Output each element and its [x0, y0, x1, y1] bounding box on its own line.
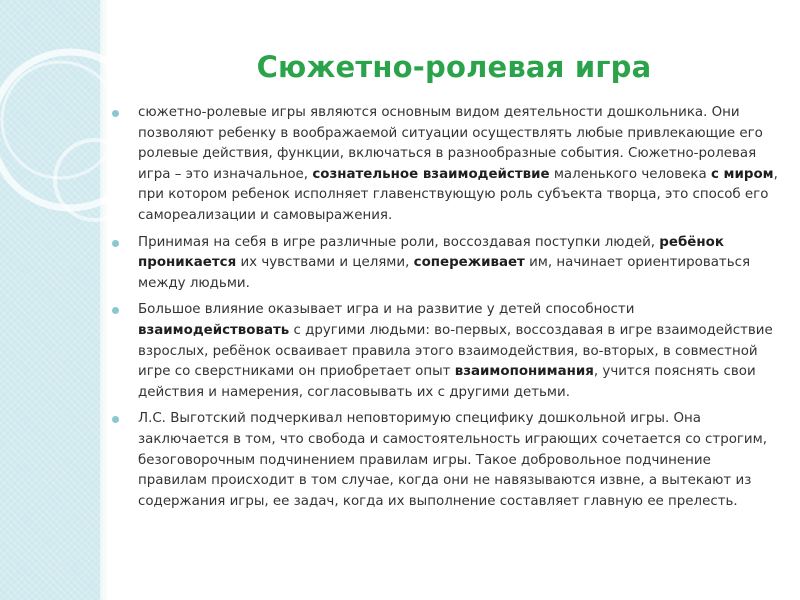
bullet-dot [112, 110, 119, 117]
text-run: им, начинает ориентироваться между людьми. [138, 255, 751, 291]
bullet-paragraph [112, 103, 780, 227]
bold-term: с миром [710, 166, 774, 182]
text-run: , учится пояснять свои действия и намерения, согласовывать их с другими детьми. [138, 364, 756, 400]
bullet-paragraph [112, 233, 780, 295]
text-run: с другими людьми: во-первых, воссоздавая в игре взаимодействие взрослых, ребёнок осваивает правила этого взаимодействия, во-вторых, в совместной игре со сверстниками он приобретает опыт [138, 322, 773, 380]
bullet-dot [112, 307, 119, 314]
bold-term: ребёнок проникается [138, 234, 724, 271]
bold-term: взаимодействовать [138, 322, 290, 338]
slide-title: Сюжетно-ролевая игра [256, 50, 652, 84]
text-run: маленького человека [549, 166, 711, 182]
bullet-paragraph [112, 409, 780, 512]
slide-body [112, 103, 780, 518]
text-run: Принимая на себя в игре различные роли, воссоздавая поступки людей, [138, 234, 660, 250]
bold-term: сознательное взаимодействие [312, 166, 550, 182]
bullet-dot [112, 416, 119, 423]
bullet-paragraph [112, 300, 780, 403]
bold-term: взаимопонимания [454, 364, 594, 380]
text-run: , при котором ребенок исполняет главенствующую роль субъекта творца, это способ его самореализации и самовыражения. [138, 166, 778, 223]
text-run: Л.С. Выготский подчеркивал неповторимую специфику дошкольной игры. Она заключается в том, что свобода и самостоятельность играющих сочетается со строгим, безоговорочным подчинением правилам игры. Такое добровольное подчинение правилам происходит в том случае, когда они не навязываются извне, а вытекают из содержания игры, ее задач, когда их выполнение составляет главную ее прелесть. [138, 411, 767, 509]
text-run: Большое влияние оказывает игра и на развитие у детей способности [138, 302, 635, 318]
text-run: их чувствами и целями, [236, 255, 414, 271]
bullet-dot [112, 240, 119, 247]
bold-term: сопереживает [413, 255, 525, 271]
text-run: сюжетно-ролевые игры являются основным видом деятельности дошкольника. Они позволяют ребенку в воображаемой ситуации осуществлять любые привлекающие его ролевые действия, функции, включаться в разнообразные события. Сюжетно-ролевая игра – это изначальное, [138, 105, 763, 182]
